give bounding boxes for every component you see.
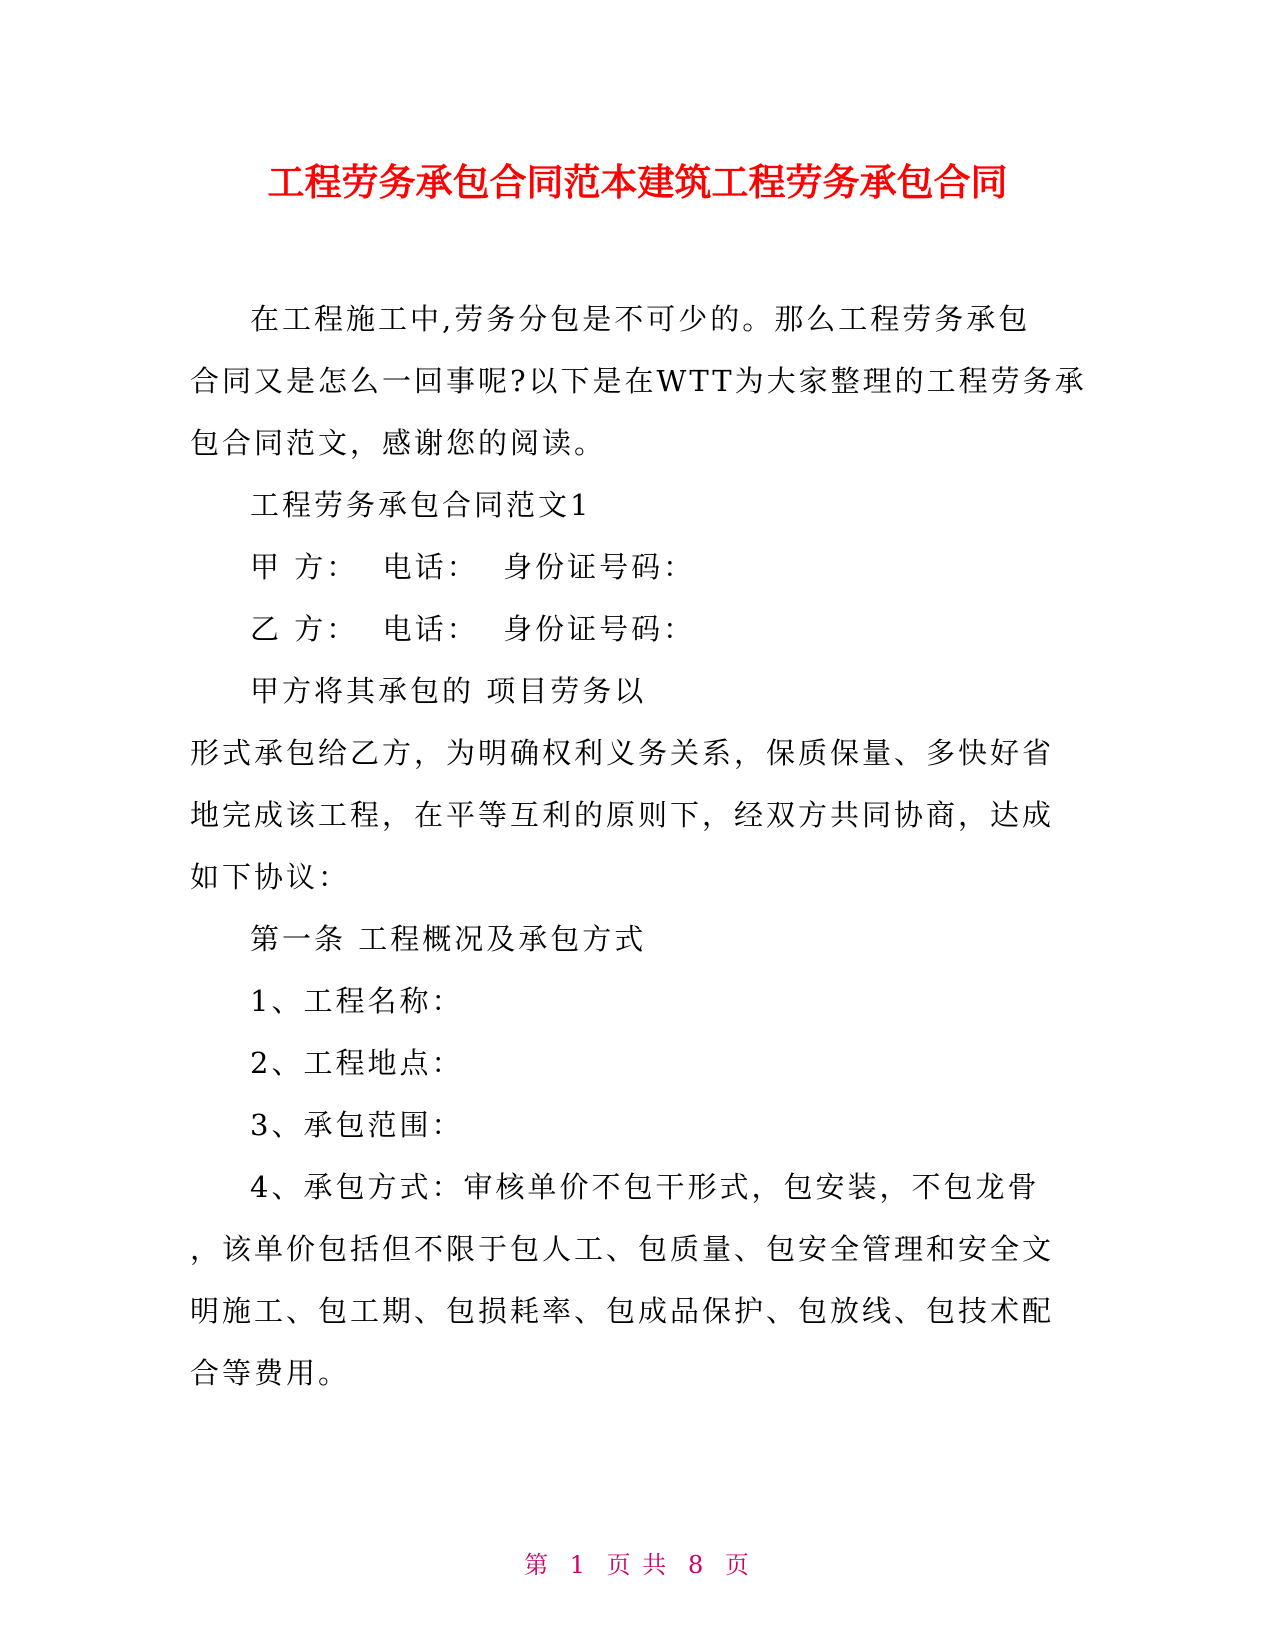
body-line-16: ，该单价包括但不限于包人工、包质量、包安全管理和安全文: [190, 1232, 1055, 1266]
footer-prefix: 第: [524, 1551, 551, 1579]
page-footer: [0, 1550, 1275, 1580]
body-line-8: 形式承包给乙方，为明确权利义务关系，保质保量、多快好省: [190, 736, 1055, 770]
document-title: 工程劳务承包合同范本建筑工程劳务承包合同: [267, 161, 1008, 204]
footer-total-pages: 8: [687, 1551, 706, 1579]
body-line-1: 在工程施工中,劳务分包是不可少的。那么工程劳务承包: [250, 302, 1031, 336]
item-project-name: 1、工程名称：: [250, 984, 464, 1018]
body-line-3: 包合同范文，感谢您的阅读。: [190, 426, 607, 460]
section-heading-template-1: 工程劳务承包合同范文1: [250, 488, 592, 522]
item-contract-scope: 3、承包范围：: [250, 1108, 464, 1142]
body-line-9: 地完成该工程，在平等互利的原则下，经双方共同协商，达成: [190, 798, 1055, 832]
article-1-heading: 第一条 工程概况及承包方式: [250, 922, 647, 956]
footer-suffix: 页: [724, 1551, 751, 1579]
body-line-10: 如下协议：: [190, 860, 351, 894]
item-contract-method: 4、承包方式：审核单价不包干形式，包安装，不包龙骨: [250, 1170, 1040, 1204]
item-project-location: 2、工程地点：: [250, 1046, 464, 1080]
document-body: [190, 288, 1095, 1404]
body-line-7: 甲方将其承包的 项目劳务以: [250, 674, 647, 708]
party-b-line: 乙 方： 电话： 身份证号码：: [250, 612, 696, 646]
footer-middle: 页 共: [606, 1551, 669, 1579]
body-line-17: 明施工、包工期、包损耗率、包成品保护、包放线、包技术配: [190, 1294, 1055, 1328]
footer-current-page: 1: [569, 1551, 588, 1579]
party-a-line: 甲 方： 电话： 身份证号码：: [250, 550, 696, 584]
body-line-18: 合等费用。: [190, 1356, 351, 1390]
body-line-2: 合同又是怎么一回事呢?以下是在WTT为大家整理的工程劳务承: [190, 364, 1087, 398]
